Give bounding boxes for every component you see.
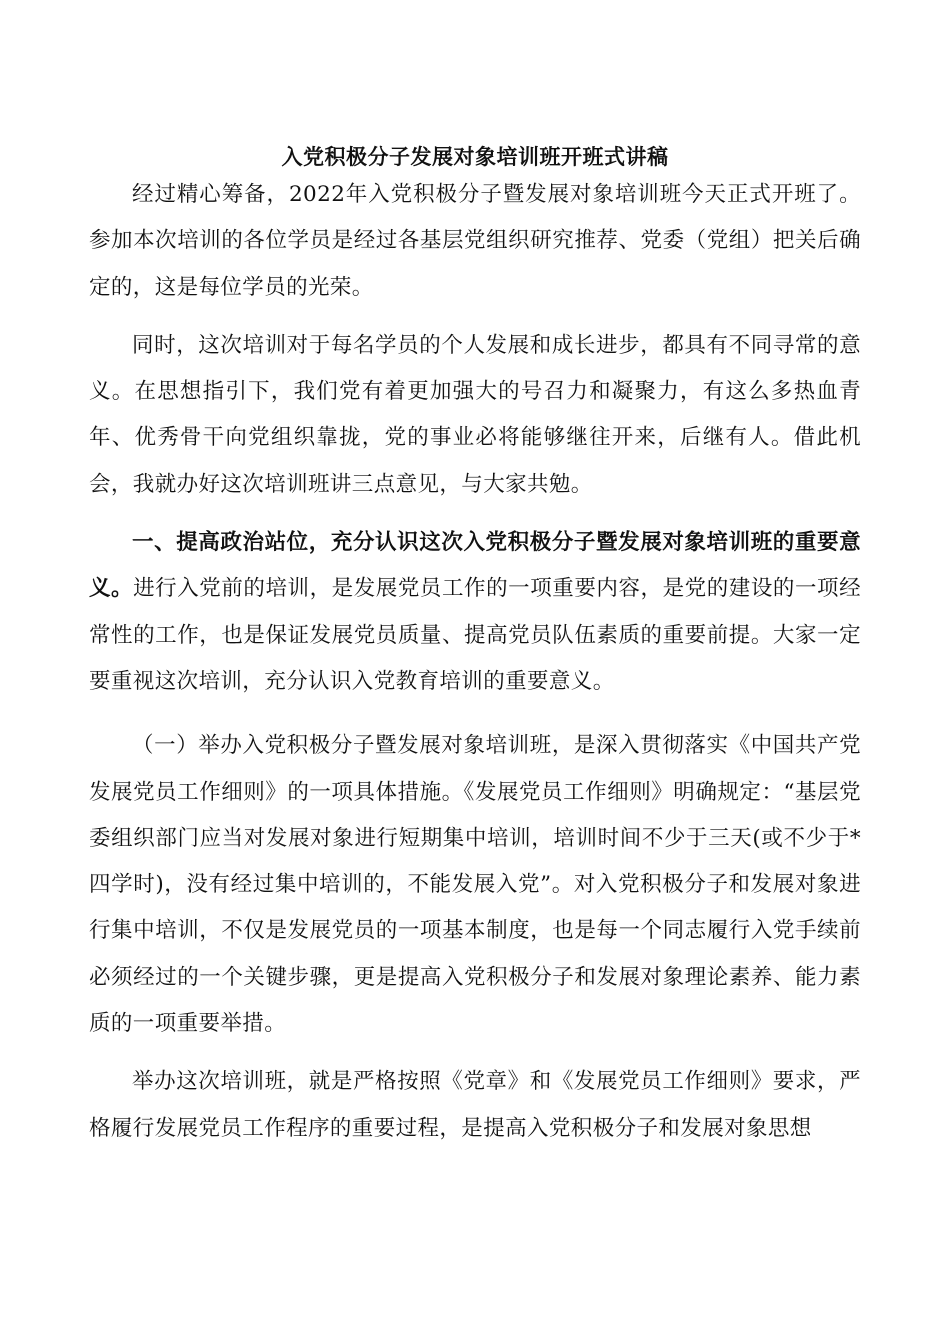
document-body <box>89 172 861 1152</box>
paragraph-text: 同时，这次培训对于每名学员的个人发展和成长进步，都具有不同寻常的意义。在思想指引下，我们党有着更加强大的号召力和凝聚力，有这么多热血青年、优秀骨干向党组织靠拢，党的事业必将能够继往开来，后继有人。借此机会，我就办好这次培训班讲三点意见，与大家共勉。 <box>89 332 861 497</box>
paragraph-closing <box>89 1059 861 1152</box>
paragraph-subsection-one <box>89 723 861 1047</box>
paragraph-text: 进行入党前的培训，是发展党员工作的一项重要内容，是党的建设的一项经常性的工作，也是保证发展党员质量、提高党员队伍素质的重要前提。大家一定要重视这次培训，充分认识入党教育培训的重要意义。 <box>89 576 861 694</box>
paragraph-opening <box>89 172 861 311</box>
paragraph-text: 举办这次培训班，就是严格按照《党章》和《发展党员工作细则》要求，严格履行发展党员工作程序的重要过程，是提高入党积极分子和发展对象思想 <box>89 1069 861 1141</box>
paragraph-text: （一）举办入党积极分子暨发展对象培训班，是深入贯彻落实《中国共产党发展党员工作细则》的一项具体措施。《发展党员工作细则》明确规定：“基层党委组织部门应当对发展对象进行短期集中培训，培训时间不少于三天(或不少于*四学时)，没有经过集中培训的，不能发展入党”。对入党积极分子和发展对象进行集中培训，不仅是发展党员的一项基本制度，也是每一个同志履行入党手续前必须经过的一个关键步骤，更是提高入党积极分子和发展对象理论素养、能力素质的一项重要举措。 <box>89 733 861 1037</box>
section-heading: 一、提高政治站位，充分认识这次入党积极分子暨发展对象培训班的重要意义。 <box>89 530 861 602</box>
document-title: 入党积极分子发展对象培训班开班式讲稿 <box>281 144 669 169</box>
paragraph-section-one <box>89 520 861 705</box>
paragraph-significance <box>89 323 861 508</box>
paragraph-text: 经过精心筹备，2022年入党积极分子暨发展对象培训班今天正式开班了。参加本次培训的各位学员是经过各基层党组织研究推荐、党委（党组）把关后确定的，这是每位学员的光荣。 <box>89 182 861 300</box>
